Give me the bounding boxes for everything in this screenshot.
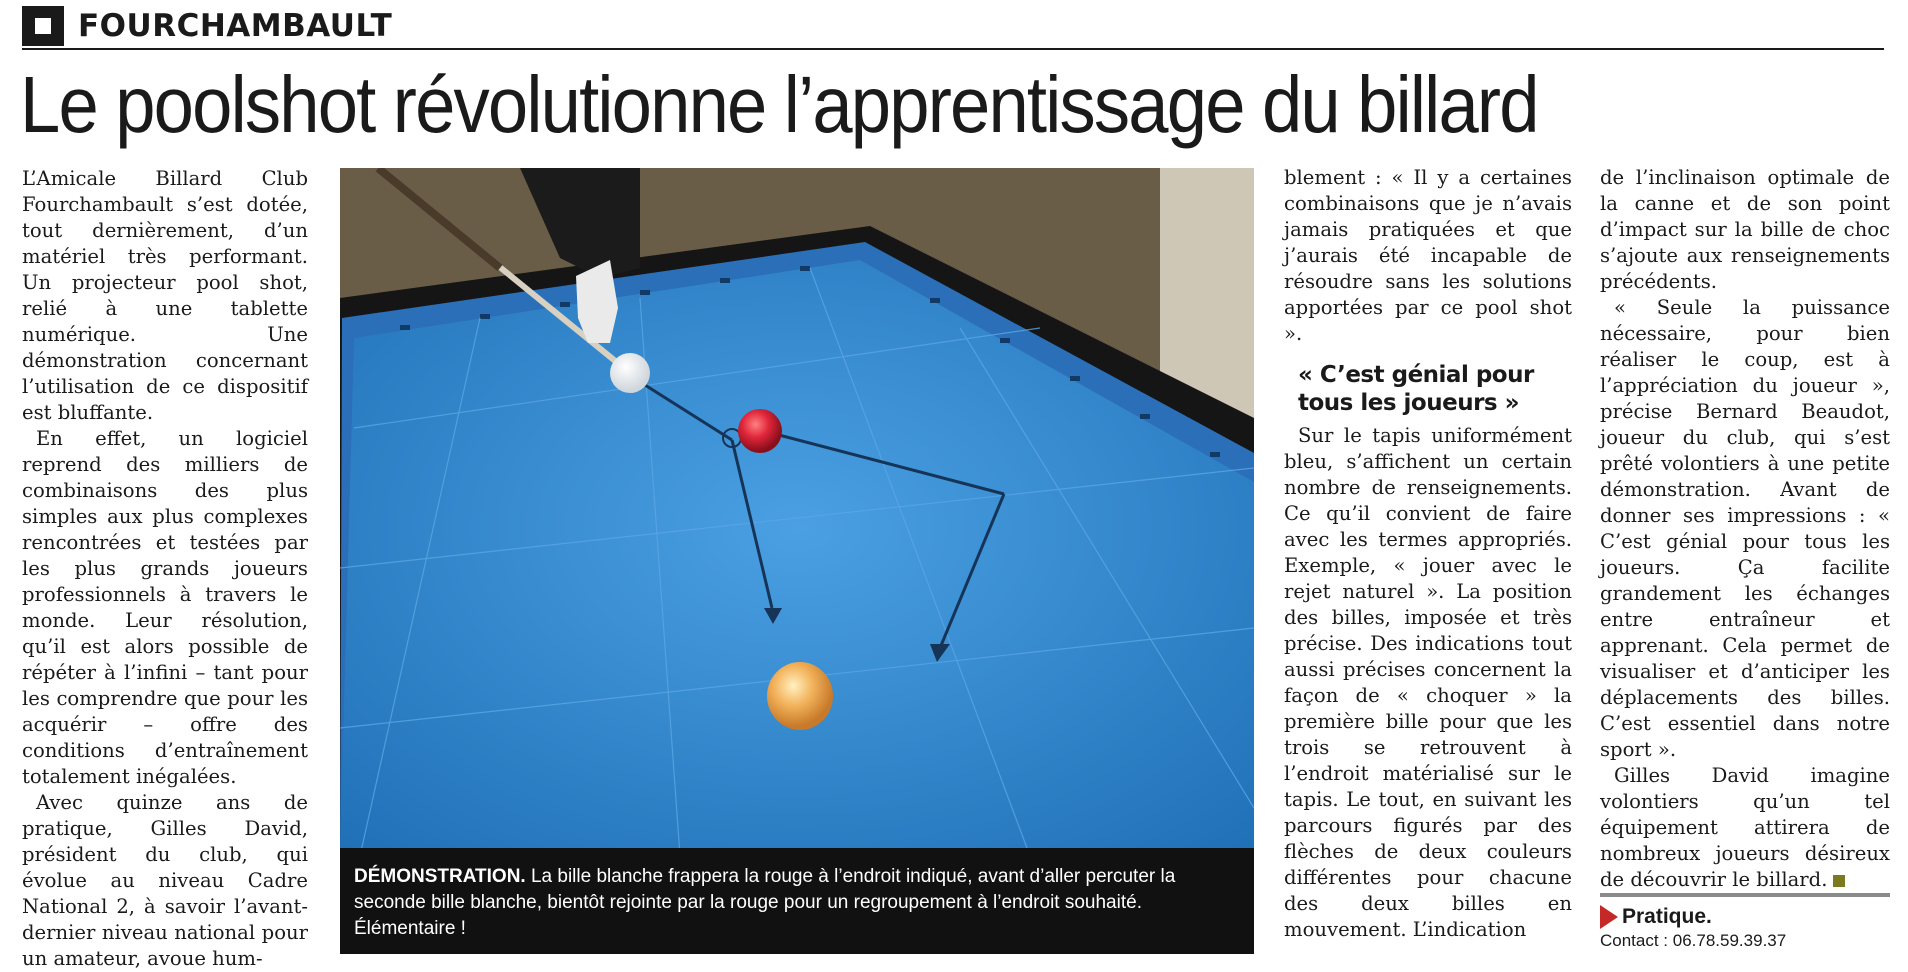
caption-text: La bille blanche frappera la rouge à l’endroit indiqué, avant d’aller percuter la seconde bille blanche, bientôt rejointe par la rouge pour un regroupement à l’endroit souhaité. Élémentaire ! (354, 866, 1176, 939)
rubric-label: FOURCHAMBAULT (78, 8, 393, 44)
paragraph: blement : « Il y a certaines combinaisons que je n’avais jamais pratiquées et que j’aurais été incapable de résoudre sans les solutions apportées par ce pool shot ». (1284, 166, 1572, 345)
photo-pool-table (340, 168, 1254, 954)
closing-text: Gilles David imagine volontiers qu’un tel équipement attirera de nombreux joueurs désireux de découvrir le billard. (1600, 764, 1890, 891)
subheading: « C’est génial pour tous les joueurs » (1298, 362, 1534, 416)
paragraph: « Seule la puissance nécessaire, pour bien réaliser le coup, est à l’appréciation du joueur », précise Bernard Beaudot, joueur du club, qui s’est prêté volontiers à une petite démonstration. Avant de donner ses impressions : « C’est génial pour tous les joueurs. Ça facilite grandement les échanges entre entraîneur et apprenant. Cela permet de visualiser et d’anticiper les déplacements des billes. C’est essentiel dans notre sport ». (1600, 296, 1890, 761)
paragraph: Sur le tapis uniformément bleu, s’affichent un certain nombre de renseignements. Ce qu’il convient de faire avec les termes appropriés. Exemple, « jouer avec le rejet naturel ». La position des billes, imposée et très précise. Des indications tout aussi précises concernent la façon de « choquer » la première bille pour que les trois se retrouvent à l’endroit matérialisé sur le tapis. Le tout, en suivant les parcours figurés par des flèches de deux couleurs différentes pour chacune des deux billes en mouvement. L’indication (1284, 424, 1572, 941)
billiard-table-illustration (340, 168, 1254, 954)
caption-tag: DÉMONSTRATION. (354, 866, 526, 887)
pratique-contact: Contact : 06.78.59.39.37 (1600, 931, 1787, 950)
article-column-1 (22, 166, 308, 972)
headline: Le poolshot révolutionne l’apprentissage du billard (20, 60, 1538, 149)
paragraph: L’Amicale Billard Club Fourchambault s’est dotée, tout dernièrement, d’un matériel très performant. Un projecteur pool shot, relié à une tablette numérique. Une démonstration concernant l’utilisation de ce dispositif est bluffante. (22, 167, 308, 424)
photo-caption (354, 864, 1244, 942)
pratique-title: Pratique. (1622, 905, 1712, 928)
paragraph: En effet, un logiciel reprend des milliers de combinaisons des plus simples aux plus complexes rencontrées et testées par les plus grands joueurs professionnels à travers le monde. Leur résolution, qu’il est alors possible de répéter à l’infini – tant pour les comprendre que pour les acquérir – offre des conditions d’entraînement totalement inégalées. (22, 427, 308, 788)
pratique-box (1600, 905, 1890, 951)
pratique-divider (1600, 893, 1890, 897)
paragraph (1600, 763, 1890, 893)
rubric-square-icon (22, 6, 64, 46)
article-column-4 (1600, 165, 1890, 893)
paragraph: Avec quinze ans de pratique, Gilles David, président du club, qui évolue au niveau Cadre National 2, à savoir l’avant-dernier niveau national pour un amateur, avoue hum- (22, 791, 308, 970)
end-square-icon (1833, 875, 1845, 887)
rubric-bar (22, 4, 1884, 50)
article-column-3 (1284, 165, 1572, 943)
paragraph: de l’inclinaison optimale de la canne et de son point d’impact sur la bille de choc s’ajoute aux renseignements précédents. (1600, 166, 1890, 293)
pratique-arrow-icon (1600, 905, 1618, 929)
